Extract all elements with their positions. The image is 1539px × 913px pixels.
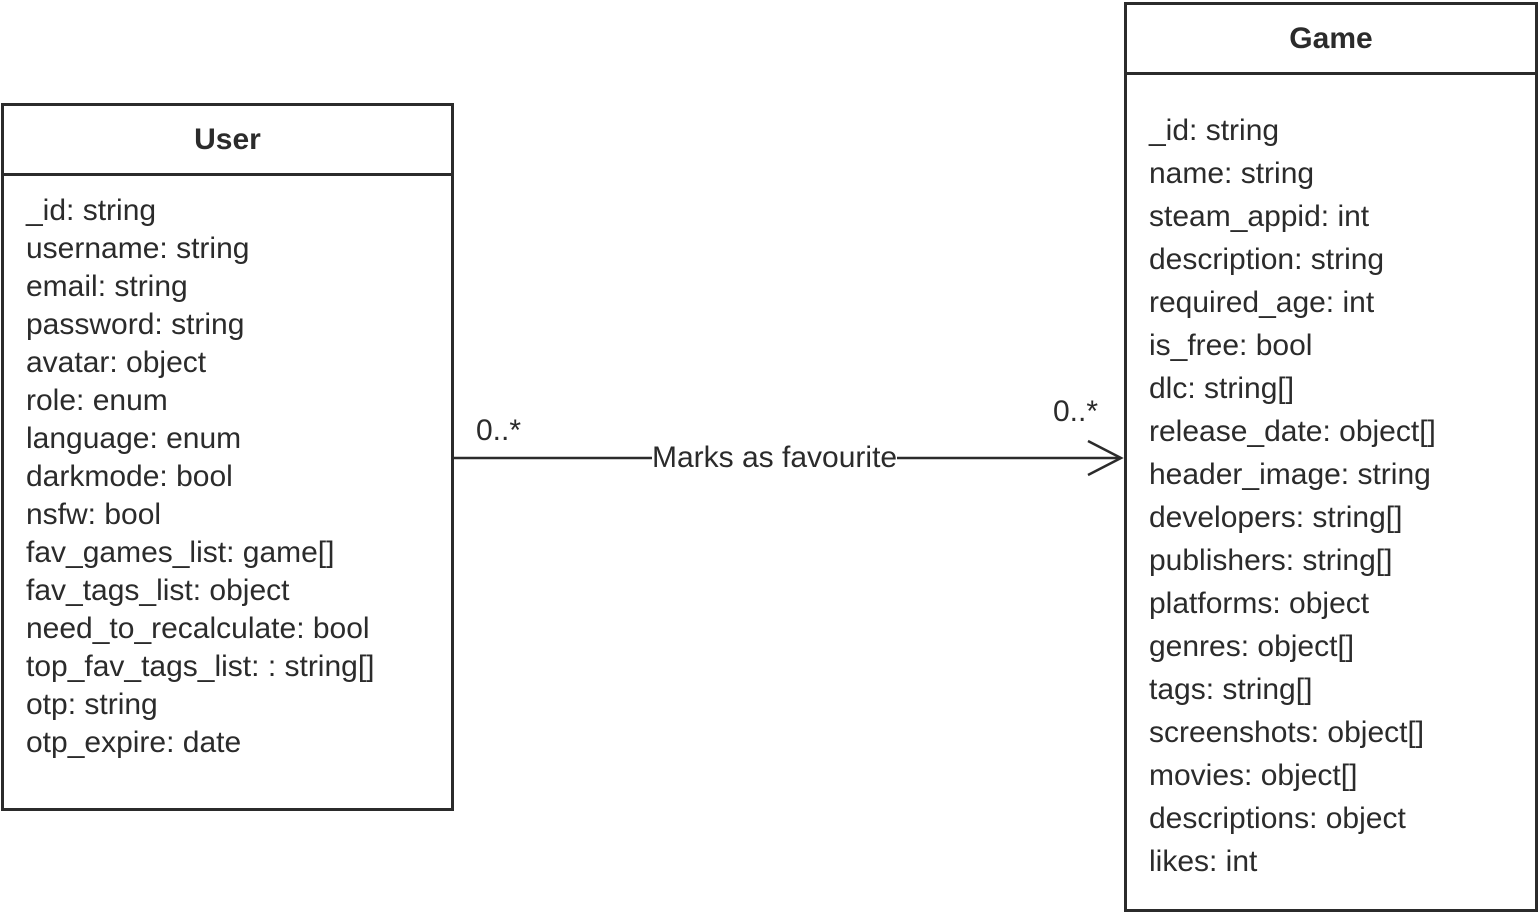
game-attribute: description: string bbox=[1149, 243, 1385, 276]
user-attribute: otp: string bbox=[26, 688, 158, 721]
user-attribute: top_fav_tags_list: : string[] bbox=[26, 650, 375, 683]
game-attribute: movies: object[] bbox=[1149, 759, 1358, 792]
user-attribute: role: enum bbox=[26, 384, 168, 417]
user-attribute-list bbox=[4, 176, 451, 762]
user-attribute: fav_games_list: game[] bbox=[26, 536, 335, 569]
game-attribute: required_age: int bbox=[1149, 286, 1375, 319]
user-attribute: email: string bbox=[26, 270, 188, 303]
user-attribute: need_to_recalculate: bool bbox=[26, 612, 370, 645]
source-multiplicity-label: 0..* bbox=[476, 414, 522, 447]
game-attribute: likes: int bbox=[1149, 845, 1258, 878]
game-attribute: dlc: string[] bbox=[1149, 372, 1295, 405]
game-attribute: name: string bbox=[1149, 157, 1315, 190]
user-attribute: darkmode: bool bbox=[26, 460, 233, 493]
user-class-box bbox=[1, 103, 454, 811]
game-class-title: Game bbox=[1127, 5, 1535, 75]
game-attribute: publishers: string[] bbox=[1149, 544, 1393, 577]
game-class-box bbox=[1124, 2, 1538, 912]
game-attribute: descriptions: object bbox=[1149, 802, 1406, 835]
user-attribute: username: string bbox=[26, 232, 250, 265]
game-attribute: genres: object[] bbox=[1149, 630, 1355, 663]
user-attribute: _id: string bbox=[26, 194, 157, 227]
game-attribute: platforms: object bbox=[1149, 587, 1370, 620]
game-attribute: is_free: bool bbox=[1149, 329, 1313, 362]
user-attribute: language: enum bbox=[26, 422, 242, 455]
user-attribute: fav_tags_list: object bbox=[26, 574, 290, 607]
game-attribute: developers: string[] bbox=[1149, 501, 1403, 534]
game-attribute-list bbox=[1127, 75, 1535, 883]
user-attribute: password: string bbox=[26, 308, 245, 341]
target-multiplicity-label: 0..* bbox=[1053, 395, 1099, 428]
association-name-label: Marks as favourite bbox=[652, 441, 898, 474]
association-arrowhead bbox=[1088, 441, 1121, 475]
user-attribute: otp_expire: date bbox=[26, 726, 242, 759]
user-class-title: User bbox=[4, 106, 451, 176]
game-attribute: steam_appid: int bbox=[1149, 200, 1370, 233]
game-attribute: header_image: string bbox=[1149, 458, 1431, 491]
user-attribute: nsfw: bool bbox=[26, 498, 162, 531]
game-attribute: tags: string[] bbox=[1149, 673, 1313, 706]
game-attribute: screenshots: object[] bbox=[1149, 716, 1425, 749]
game-attribute: release_date: object[] bbox=[1149, 415, 1436, 448]
user-attribute: avatar: object bbox=[26, 346, 207, 379]
game-attribute: _id: string bbox=[1149, 114, 1280, 147]
